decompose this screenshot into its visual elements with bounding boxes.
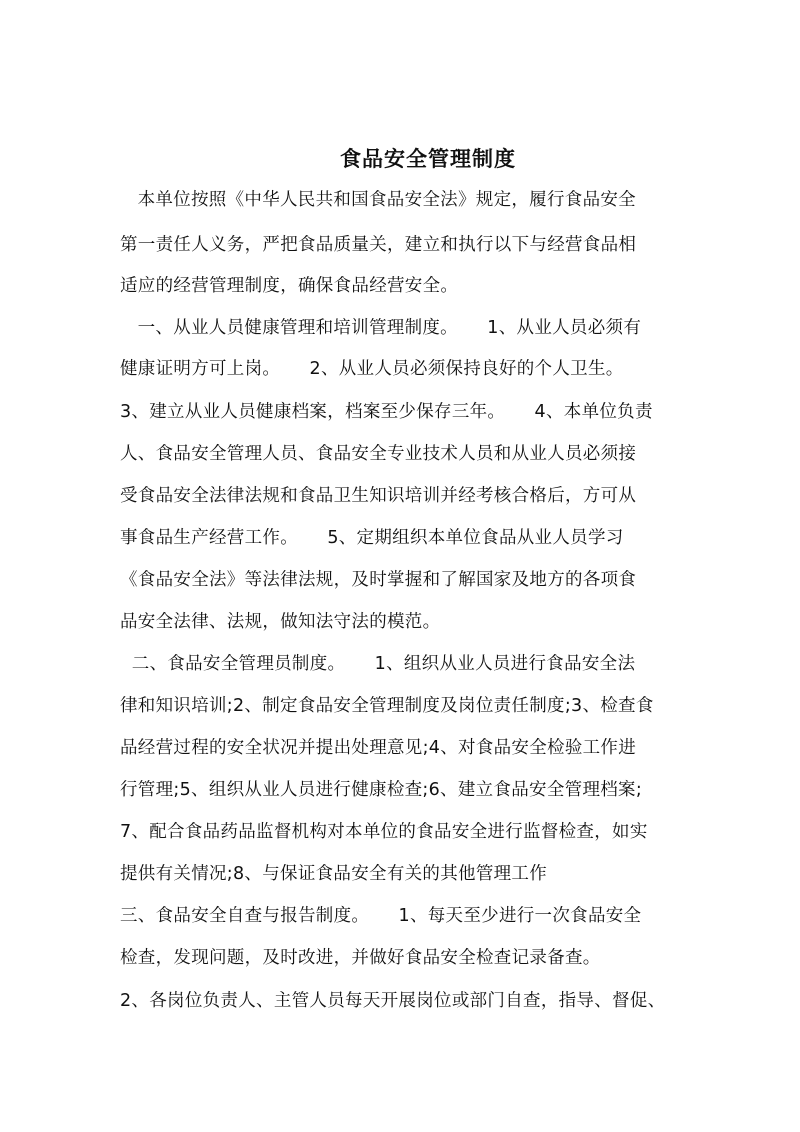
body-line: 第一责任人义务，严把食品质量关，建立和执行以下与经营食品相 <box>120 235 637 255</box>
body-line: 《食品安全法》等法律法规，及时掌握和了解国家及地方的各项食 <box>120 570 637 590</box>
body-line: 提供有关情况;8、与保证食品安全有关的其他管理工作 <box>120 864 548 884</box>
body-line: 品经营过程的安全状况并提出处理意见;4、对食品安全检验工作进 <box>120 738 637 758</box>
body-line: 律和知识培训;2、制定食品安全管理制度及岗位责任制度;3、检查食 <box>120 696 654 716</box>
body-line: 3、建立从业人员健康档案，档案至少保存三年。 4、本单位负责 <box>120 402 653 422</box>
body-line: 检查，发现问题，及时改进，并做好食品安全检查记录备查。 <box>120 948 601 968</box>
body-line: 2、各岗位负责人、主管人员每天开展岗位或部门自查，指导、督促、 <box>120 991 666 1011</box>
body-line: 一、从业人员健康管理和培训管理制度。 1、从业人员必须有 <box>120 318 642 338</box>
body-line: 人、食品安全管理人员、食品安全专业技术人员和从业人员必须接 <box>120 444 637 464</box>
body-line: 行管理;5、组织从业人员进行健康检查;6、建立食品安全管理档案; <box>120 780 643 800</box>
body-line: 适应的经营管理制度，确保食品经营安全。 <box>120 276 459 296</box>
body-line: 7、配合食品药品监督机构对本单位的食品安全进行监督检查，如实 <box>120 822 648 842</box>
body-line: 事食品生产经营工作。 5、定期组织本单位食品从业人员学习 <box>120 528 624 548</box>
body-line: 健康证明方可上岗。 2、从业人员必须保持良好的个人卫生。 <box>120 359 624 379</box>
body-line: 二、食品安全管理员制度。 1、组织从业人员进行食品安全法 <box>120 654 636 674</box>
body-line: 本单位按照《中华人民共和国食品安全法》规定，履行食品安全 <box>120 190 636 210</box>
body-line: 品安全法律、法规，做知法守法的模范。 <box>120 612 441 632</box>
body-line: 三、食品安全自查与报告制度。 1、每天至少进行一次食品安全 <box>120 906 642 926</box>
body-line: 受食品安全法律法规和食品卫生知识培训并经考核合格后，方可从 <box>120 486 637 506</box>
document-title: 食品安全管理制度 <box>340 147 516 171</box>
